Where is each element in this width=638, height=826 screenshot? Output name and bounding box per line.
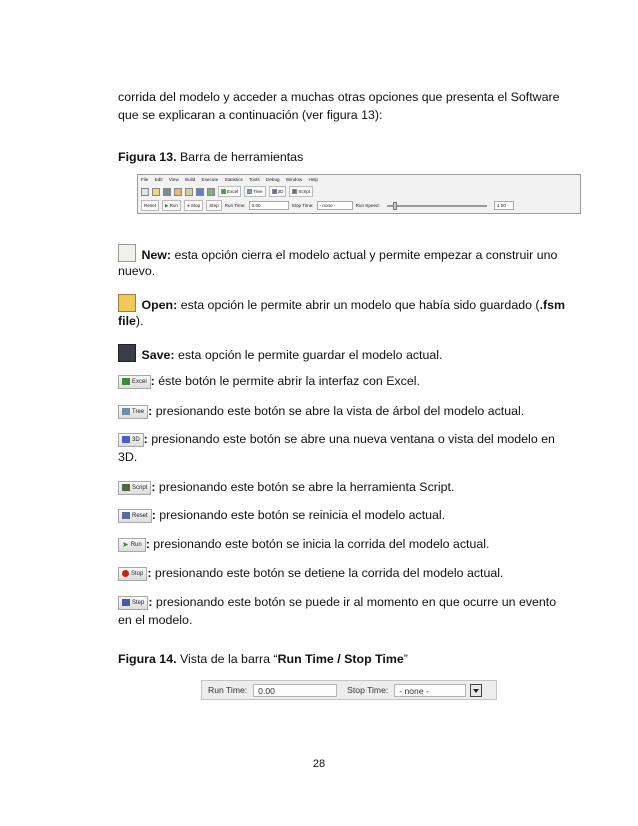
script-icon bbox=[122, 484, 130, 491]
toolbar-row-run bbox=[141, 200, 514, 211]
item-open-cont: file). bbox=[118, 314, 144, 328]
3d-grid-icon bbox=[122, 436, 130, 443]
open-folder-icon bbox=[118, 294, 136, 312]
menu-view: View bbox=[168, 177, 179, 182]
run-time-field: 0.00 bbox=[253, 684, 337, 697]
new-file-icon bbox=[118, 244, 136, 262]
reset-mini-button: Reset bbox=[141, 200, 159, 211]
intro-line-1: corrida del modelo y acceder a muchas otras opciones que presenta el Software bbox=[118, 90, 560, 104]
item-tree: Tree : presionando este botón se abre la vista de árbol del modelo actual. bbox=[118, 402, 580, 420]
figure-13-caption: Figura 13. Barra de herramientas bbox=[118, 150, 304, 164]
step-icon bbox=[122, 599, 130, 606]
stop-button-image: Stop bbox=[118, 567, 147, 581]
excel-mini-button: Excel bbox=[218, 186, 241, 197]
item-excel: Excel : éste botón le permite abrir la interfaz con Excel. bbox=[118, 372, 580, 390]
run-time-mini-label: Run Time: bbox=[224, 203, 246, 208]
run-stop-time-bar bbox=[201, 680, 497, 700]
run-button-image: ➤ Run bbox=[118, 538, 146, 552]
item-reset: Reset : presionando este botón se reinicia el modelo actual. bbox=[118, 506, 580, 524]
figure-14-caption: Figura 14. Vista de la barra “Run Time / Stop Time” bbox=[118, 652, 408, 666]
excel-icon bbox=[122, 378, 130, 385]
run-speed-slider bbox=[387, 205, 487, 207]
new-file-icon bbox=[141, 188, 149, 196]
stop-mini-button: ● Stop bbox=[184, 200, 203, 211]
run-arrow-icon: ➤ bbox=[122, 539, 129, 549]
script-button-image: Script bbox=[118, 481, 151, 495]
menu-file: File bbox=[141, 177, 149, 182]
stop-time-label: Stop Time: bbox=[347, 685, 389, 695]
page-number: 28 bbox=[312, 758, 326, 770]
run-speed-mini-label: Run Speed: bbox=[355, 203, 380, 208]
reset-button-image: Reset bbox=[118, 509, 152, 523]
item-open: Open: esta opción le permite abrir un modelo que había sido guardado (.fsm bbox=[118, 294, 580, 314]
run-speed-mini-field: 4.00 bbox=[494, 201, 514, 210]
toolbar-figure bbox=[137, 174, 581, 214]
run-time-label: Run Time: bbox=[208, 685, 248, 695]
item-script: Script : presionando este botón se abre la herramienta Script. bbox=[118, 478, 580, 496]
menu-edit: Edit bbox=[154, 177, 163, 182]
save-disk-icon bbox=[118, 344, 136, 362]
toolbar-row-main bbox=[141, 186, 313, 197]
3d-button-image: 3D bbox=[118, 433, 144, 447]
intro-line-2: que se explicaran a continuación (ver figura 13): bbox=[118, 108, 383, 122]
reset-icon bbox=[122, 512, 130, 519]
tree-button-image: Tree bbox=[118, 405, 148, 419]
item-save: Save: esta opción le permite guardar el modelo actual. bbox=[118, 344, 580, 364]
save-disk-icon bbox=[163, 188, 171, 196]
item-step-cont: en el modelo. bbox=[118, 613, 193, 627]
item-stop: Stop : presionando este botón se detiene la corrida del modelo actual. bbox=[118, 564, 580, 582]
run-time-mini-field: 0.00 bbox=[249, 201, 289, 210]
script-mini-button: Script bbox=[289, 186, 313, 197]
item-new-cont: nuevo. bbox=[118, 264, 156, 278]
menu-bar bbox=[141, 177, 323, 182]
connect-icon bbox=[174, 188, 182, 196]
menu-execute: Execute bbox=[201, 177, 219, 182]
run-mini-button: ▶ Run bbox=[162, 200, 181, 211]
menu-statistics: Statistics bbox=[224, 177, 243, 182]
disconnect-icon bbox=[185, 188, 193, 196]
step-mini-button: Step bbox=[206, 200, 221, 211]
stop-circle-icon bbox=[122, 570, 129, 577]
tree-icon bbox=[122, 408, 130, 415]
stop-time-field: - none - bbox=[394, 684, 466, 697]
open-folder-icon bbox=[152, 188, 160, 196]
menu-window: Window bbox=[285, 177, 303, 182]
item-3d: 3D : presionando este botón se abre una nueva ventana o vista del modelo en bbox=[118, 430, 580, 448]
item-run: ➤ Run : presionando este botón se inicia la corrida del modelo actual. bbox=[118, 535, 580, 553]
step-button-image: Step bbox=[118, 596, 148, 610]
stop-time-mini-label: Stop Time: bbox=[291, 203, 314, 208]
color-icon bbox=[196, 188, 204, 196]
stop-time-dropdown-icon bbox=[470, 684, 482, 697]
menu-debug: Debug bbox=[266, 177, 280, 182]
item-3d-cont: 3D. bbox=[118, 450, 138, 464]
tree-mini-button: Tree bbox=[244, 186, 265, 197]
stop-time-mini-field: - none - bbox=[317, 201, 353, 210]
menu-help: Help bbox=[308, 177, 318, 182]
model-icon bbox=[207, 188, 215, 196]
menu-tools: Tools bbox=[249, 177, 260, 182]
3d-mini-button: 3D bbox=[269, 186, 287, 197]
menu-build: Build bbox=[185, 177, 196, 182]
item-step: Step : presionando este botón se puede ir al momento en que ocurre un evento bbox=[118, 593, 580, 611]
item-new: New: esta opción cierra el modelo actual y permite empezar a construir uno bbox=[118, 244, 580, 264]
excel-button-image: Excel bbox=[118, 375, 151, 389]
